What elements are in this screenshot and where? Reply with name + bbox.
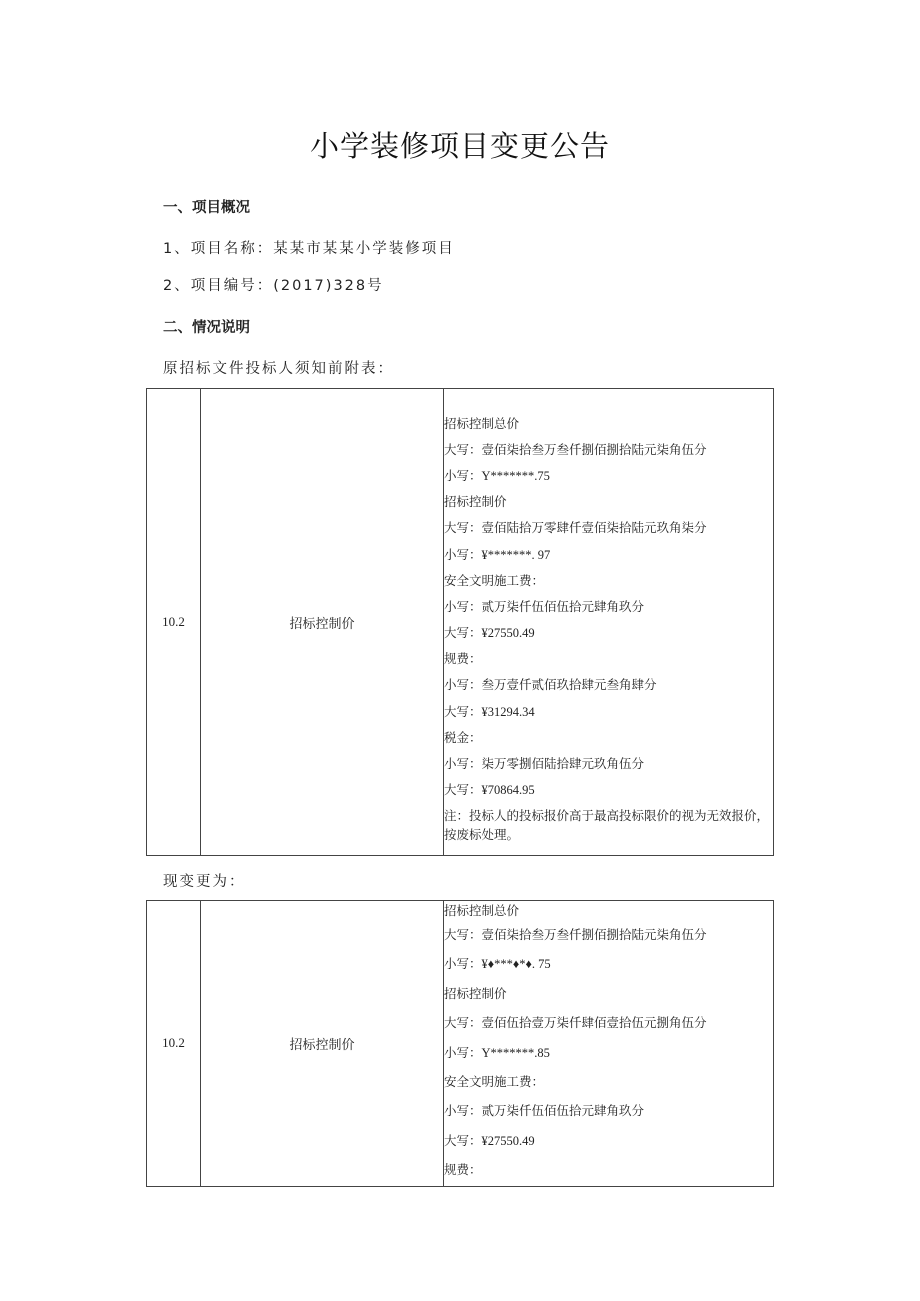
content-line: 大写：¥70864.95: [444, 783, 535, 798]
content-line: 安全文明施工费：: [444, 573, 545, 588]
content-line: 小写：贰万柒仟伍佰伍拾元肆角玖分: [444, 1104, 645, 1119]
content-line: 小写：Y*******.85: [444, 1045, 550, 1060]
original-price-table: [146, 388, 774, 856]
table-row: [147, 901, 774, 1187]
clause-number-cell: 10.2: [147, 901, 201, 1187]
content-line: 大写：壹佰伍拾壹万柒仟肆佰壹拾伍元捌角伍分: [444, 1016, 707, 1031]
section-heading-overview: 一、项目概况: [163, 200, 250, 216]
content-line: 小写：叁万壹仟贰佰玖拾肆元叁角肆分: [444, 678, 657, 693]
content-line: 小写：贰万柒仟伍佰伍拾元肆角玖分: [444, 599, 645, 614]
original-table-intro: 原招标文件投标人须知前附表：: [163, 361, 394, 377]
clause-name-cell: 招标控制价: [201, 389, 444, 856]
project-number-line: 2、项目编号：(2017)328号: [163, 278, 384, 294]
content-line: 招标控制价: [444, 495, 507, 510]
table-row: [147, 389, 774, 856]
content-line: 招标控制价: [444, 986, 507, 1001]
content-line: 规费：: [444, 1163, 482, 1178]
content-line: 安全文明施工费：: [444, 1074, 545, 1089]
content-line: 大写：壹佰陆拾万零肆仟壹佰柒拾陆元玖角柒分: [444, 521, 707, 536]
content-line: 大写：¥31294.34: [444, 704, 535, 719]
page-title: 小学装修项目变更公告: [309, 129, 610, 163]
content-line: 大写：壹佰柒拾叁万叁仟捌佰捌拾陆元柒角伍分: [444, 928, 707, 942]
content-line: 大写：壹佰柒拾叁万叁仟捌佰捌拾陆元柒角伍分: [444, 442, 707, 457]
content-line: 招标控制总价: [444, 416, 520, 431]
content-line: 规费：: [444, 652, 482, 667]
clause-content-cell: [444, 389, 774, 856]
clause-number-cell: 10.2: [147, 389, 201, 856]
clause-name-cell: 招标控制价: [201, 901, 444, 1187]
content-line: 大写：¥27550.49: [444, 626, 535, 641]
changed-price-table: [146, 900, 774, 1187]
content-line: 小写：¥*******. 97: [444, 547, 551, 562]
changed-table-intro: 现变更为：: [163, 874, 246, 890]
invalid-bid-note: 注：投标人的投标报价高于最高投标限价的视为无效报价，按废标处理。: [444, 809, 770, 843]
content-line: 税金：: [444, 730, 482, 745]
clause-content-cell: [444, 901, 774, 1187]
content-line: 小写：柒万零捌佰陆拾肆元玖角伍分: [444, 757, 645, 772]
project-name-line: 1、项目名称：某某市某某小学装修项目: [163, 241, 455, 257]
content-line: 小写：¥♦***♦*♦. 75: [444, 957, 551, 972]
content-line: 小写：Y*******.75: [444, 468, 550, 483]
content-line: 招标控制总价: [444, 904, 520, 918]
section-heading-explanation: 二、情况说明: [163, 320, 250, 336]
content-line: 大写：¥27550.49: [444, 1133, 535, 1148]
